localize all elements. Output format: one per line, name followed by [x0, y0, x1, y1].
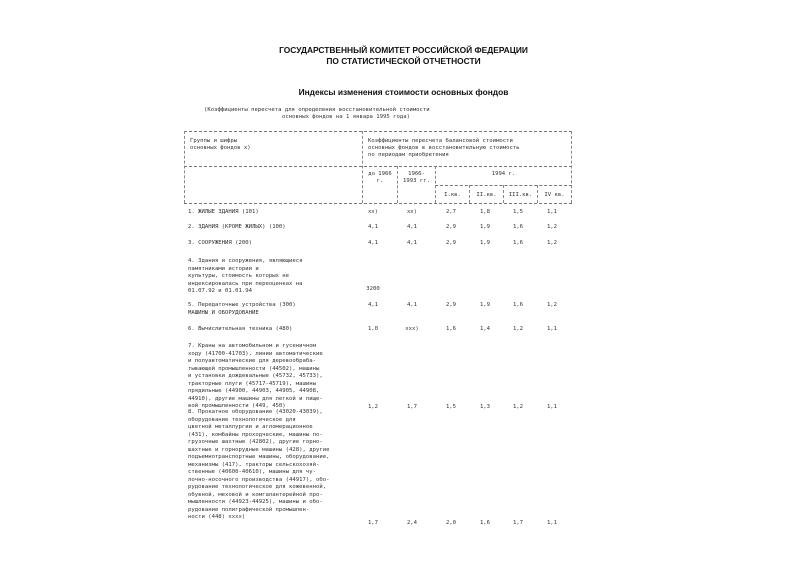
table-row-label-line: подъемнотранспортные машины, оборудование, [188, 454, 330, 460]
table-row-label-line: 5. Передаточные устройства (300) [188, 302, 296, 308]
table-left-border [184, 131, 185, 203]
table-cell-value: 2,9 [445, 240, 457, 246]
col1-header-line1: Группы и шифры [190, 138, 238, 144]
table-row-label-line: ности (448) хххх) [188, 514, 246, 520]
table-cell-value: ххх) [405, 326, 419, 332]
table-cell-value: хх) [406, 209, 418, 215]
table-cell-value: 1,2 [546, 302, 558, 308]
subtitle-line2: основных фондов на 1 январа 1995 года) [282, 114, 410, 120]
table-row-label-line: МАШИНЫ И ОБОРУДОВАНИЕ [188, 309, 259, 316]
table-cell-value: 1,5 [512, 209, 524, 215]
table-cell-value: 4,1 [406, 224, 418, 230]
table-row-label-line: 8. Прокатное оборудование (43020-43039), [188, 409, 323, 415]
table-row-label-line: 1. ЖИЛЫЕ ЗДАНИЯ (101) [188, 209, 259, 215]
table-row-label-line: механизмы (417), тракторы сельскохозяй- [188, 461, 320, 468]
col2-header-line1: Коэффициенты пересчета балансовой стоимости [368, 138, 513, 144]
header-bottom-rule [184, 203, 572, 204]
table-row-label-line: 3. СООРУЖЕНИЯ (200) [188, 240, 252, 246]
table-row-label [188, 409, 356, 522]
table-top-rule [184, 131, 572, 132]
quarter-1-header: I.кв. [444, 192, 461, 198]
committee-name-line1: ГОСУДАРСТВЕННЫЙ КОМИТЕТ РОССИЙСКОЙ ФЕДЕРАЦИИ [279, 45, 528, 55]
table-row-label-line: грузочные шахтные (42802), другие горно- [188, 439, 323, 445]
table-cell-value: 4,1 [367, 240, 379, 246]
table-cell-value: хх) [367, 209, 379, 215]
table-right-border [571, 131, 572, 203]
table-cell-value: 2,4 [406, 520, 418, 526]
period-range-line1: 1966- [408, 171, 425, 177]
table-cell-value: 4,1 [406, 240, 418, 246]
table-cell-value: 1,2 [367, 404, 379, 410]
table-row-label-line: оборудование технологическое для [188, 416, 296, 423]
table-row-label [188, 224, 356, 232]
table-row-label-line: тракторные плуги (45717-45719), машины [188, 380, 316, 387]
table-cell-value: 1,2 [512, 404, 524, 410]
col2-header-line2: основных фондов в восстановительную стоимость [368, 145, 520, 151]
table-cell-value: 1,7 [367, 520, 379, 526]
table-cell-value: 1,7 [406, 404, 418, 410]
table-cell-value: 1,1 [546, 209, 558, 215]
table-cell-value: 1,1 [546, 404, 558, 410]
table-row-label [188, 258, 356, 296]
quarter-2-header: II.кв. [476, 192, 497, 198]
table-row-label-line: тывающей промышленности (44502), машины [188, 365, 320, 372]
table-row-label-line: рудование технологическое для кожевенной, [188, 484, 327, 490]
table-cell-value: 1,2 [546, 240, 558, 246]
table-row-label [188, 209, 356, 217]
quarter-4-header: IV кв. [544, 192, 565, 198]
table-cell-value: 1,8 [479, 209, 491, 215]
committee-name-line2: ПО СТАТИСТИЧЕСКОЙ ОТЧЕТНОСТИ [326, 56, 481, 66]
table-cell-value: 2,9 [445, 224, 457, 230]
table-row-label [188, 326, 356, 334]
table-row-label-line: вой промышленности (449, 450) [188, 403, 286, 409]
table-row-label-line: (431), комбайны проходческие, машины по- [188, 431, 323, 438]
table-cell-value: 1,5 [445, 404, 457, 410]
table-cell-value: 1,7 [512, 520, 524, 526]
table-row-label-line: индексировалась при переоценках на [188, 280, 303, 287]
table-row-label-line: культуры, стоимость которых не [188, 273, 290, 279]
table-row-label-line: 7. Краны на автомобильном и гусеничном [188, 343, 316, 349]
table-cell-value: 1,9 [479, 224, 491, 230]
table-cell-value: 1,9 [479, 302, 491, 308]
period-range-line2: 1993 гг. [403, 178, 430, 184]
table-cell-value: 1,4 [479, 326, 491, 332]
table-row-label-line: 6. Вычислительная техника (480) [188, 326, 293, 332]
document-title: Индексы изменения стоимости основных фондов [298, 87, 509, 97]
table-row-label-line: мышленности (44923-44925), машины и обо- [188, 499, 323, 505]
table-row-label-line: обувной, меховой и комгалантерейной про- [188, 491, 323, 498]
table-row-label-line: 44910), другие машины для легкой и пище- [188, 395, 323, 402]
table-cell-value: 2,9 [445, 302, 457, 308]
table-row-label-line: 01.07.92 и 01.01.94 [188, 288, 252, 294]
table-cell-value: 1,0 [367, 326, 379, 332]
table-cell-value: 1,2 [512, 326, 524, 332]
table-cell-value: 1,9 [479, 240, 491, 246]
table-row-label-line: прядильные (44900, 44903, 44905, 44908, [188, 388, 320, 394]
table-cell-value: 4,1 [406, 302, 418, 308]
table-cell-value: 1,1 [546, 520, 558, 526]
header-mid-rule [184, 166, 572, 167]
table-cell-value: 1,2 [546, 224, 558, 230]
table-cell-value: 1,6 [512, 302, 524, 308]
table-row-label-line: памятниками истории и [188, 265, 259, 272]
col1-header-line2: основных фондов х) [190, 145, 251, 151]
table-row-label [188, 343, 356, 411]
table-cell-value: 1,6 [512, 224, 524, 230]
table-row-label [188, 302, 356, 317]
col-divider-1 [362, 131, 363, 203]
table-row-label-line: 2. ЗДАНИЯ (КРОМЕ ЖИЛЫХ) (100) [188, 224, 286, 230]
subtitle-line1: (Коэффициенты пересчета для определения восстановительной стоимости [204, 107, 430, 113]
table-row-label-line: и полуавтоматические для деревообраба- [188, 358, 316, 364]
table-cell-value: 1,6 [479, 520, 491, 526]
table-row-label-line: ходу (41700-41703), линии автоматические [188, 350, 323, 357]
table-cell-value: 3200 [366, 286, 380, 292]
period-before1966-line1: до 1966 [368, 171, 392, 177]
table-row-label [188, 240, 356, 248]
table-row-label-line: шахтные и горнорудные машины (428), другие [188, 446, 330, 453]
col2-header-line3: по периодам приобретения [368, 152, 449, 158]
table-row-label-line: рудование полиграфической промышлен- [188, 506, 310, 513]
table-row-label-line: цветной металлургии и агломерационное [188, 424, 313, 430]
table-row-label-line: лочно-носочного производства (44917), обо- [188, 476, 330, 483]
table-row-label-line: ственные (40600-40610), машины для чу- [188, 469, 316, 475]
table-row-label-line: и установки дождевальные (45732, 45733), [188, 373, 323, 379]
quarter-3-header: III.кв. [508, 192, 533, 198]
period-before1966-line2: г. [376, 178, 384, 184]
table-cell-value: 1,6 [512, 240, 524, 246]
table-cell-value: 1,1 [546, 326, 558, 332]
period-1994-header: 1994 г. [491, 171, 516, 177]
table-cell-value: 2,0 [445, 520, 457, 526]
table-cell-value: 1,3 [479, 404, 491, 410]
table-cell-value: 4,1 [367, 302, 379, 308]
table-cell-value: 2,7 [445, 209, 457, 215]
table-row-label-line: 4. Здания и сооружения, являющиеся [188, 258, 303, 264]
table-cell-value: 1,6 [445, 326, 457, 332]
table-cell-value: 4,1 [367, 224, 379, 230]
